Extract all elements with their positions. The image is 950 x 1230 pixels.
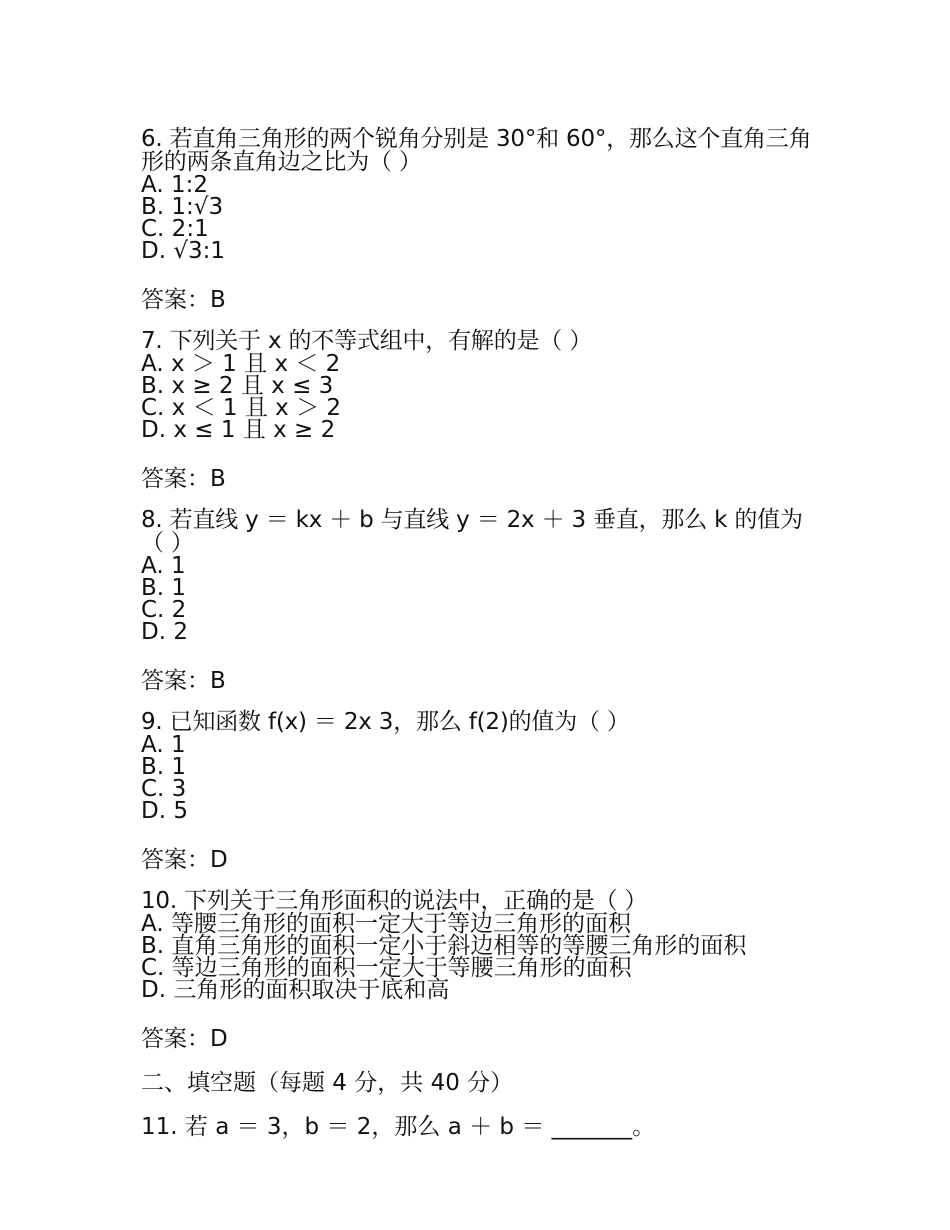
- answer: 答案：B: [141, 287, 226, 313]
- option-a: A. x ＞ 1 且 x ＜ 2: [141, 351, 341, 377]
- option-d: D. 三角形的面积取决于底和高: [141, 977, 450, 1003]
- option-a: A. 1:2: [141, 172, 208, 198]
- fill-question: 11. 若 a ＝ 3，b ＝ 2，那么 a ＋ b ＝ _______。: [141, 1114, 656, 1140]
- answer: 答案：D: [141, 1026, 228, 1052]
- option-c: C. 3: [141, 776, 187, 802]
- option-b: B. 1: [141, 575, 187, 601]
- question-9: [141, 711, 821, 874]
- question-text: 8. 若直线 y ＝ kx ＋ b 与直线 y ＝ 2x ＋ 3 垂直，那么 k 的值为（ ）: [141, 507, 803, 556]
- answer: 答案：D: [141, 847, 228, 873]
- option-c: C. x ＜ 1 且 x ＞ 2: [141, 395, 342, 421]
- option-a: A. 等腰三角形的面积一定大于等边三角形的面积: [141, 911, 631, 937]
- answer: 答案：B: [141, 466, 226, 492]
- option-a: A. 1: [141, 732, 186, 758]
- option-d: D. 2: [141, 619, 188, 645]
- document-page: [141, 128, 821, 1141]
- question-text: 7. 下列关于 x 的不等式组中，有解的是（ ）: [141, 328, 592, 354]
- option-b: B. 直角三角形的面积一定小于斜边相等的等腰三角形的面积: [141, 933, 747, 959]
- option-d: D. 5: [141, 798, 188, 824]
- option-c: C. 2:1: [141, 216, 209, 242]
- option-b: B. x ≥ 2 且 x ≤ 3: [141, 373, 334, 399]
- question-text: 6. 若直角三角形的两个锐角分别是 30°和 60°，那么这个直角三角形的两条直角边之比为（ ）: [141, 126, 812, 175]
- question-7: [141, 330, 821, 493]
- question-6: [141, 128, 821, 314]
- answer: 答案：B: [141, 668, 226, 694]
- option-b: B. 1: [141, 754, 187, 780]
- option-d: D. x ≤ 1 且 x ≥ 2: [141, 417, 336, 443]
- question-8: [141, 509, 821, 695]
- option-d: D. √3:1: [141, 238, 226, 264]
- question-10: [141, 890, 821, 1053]
- option-c: C. 2: [141, 597, 187, 623]
- option-a: A. 1: [141, 553, 186, 579]
- question-text: 10. 下列关于三角形面积的说法中，正确的是（ ）: [141, 888, 648, 914]
- section-title: 二、填空题（每题 4 分，共 40 分）: [141, 1070, 514, 1096]
- question-text: 9. 已知函数 f(x) ＝ 2x 3，那么 f(2)的值为（ ）: [141, 709, 630, 735]
- option-b: B. 1:√3: [141, 194, 224, 220]
- option-c: C. 等边三角形的面积一定大于等腰三角形的面积: [141, 955, 632, 981]
